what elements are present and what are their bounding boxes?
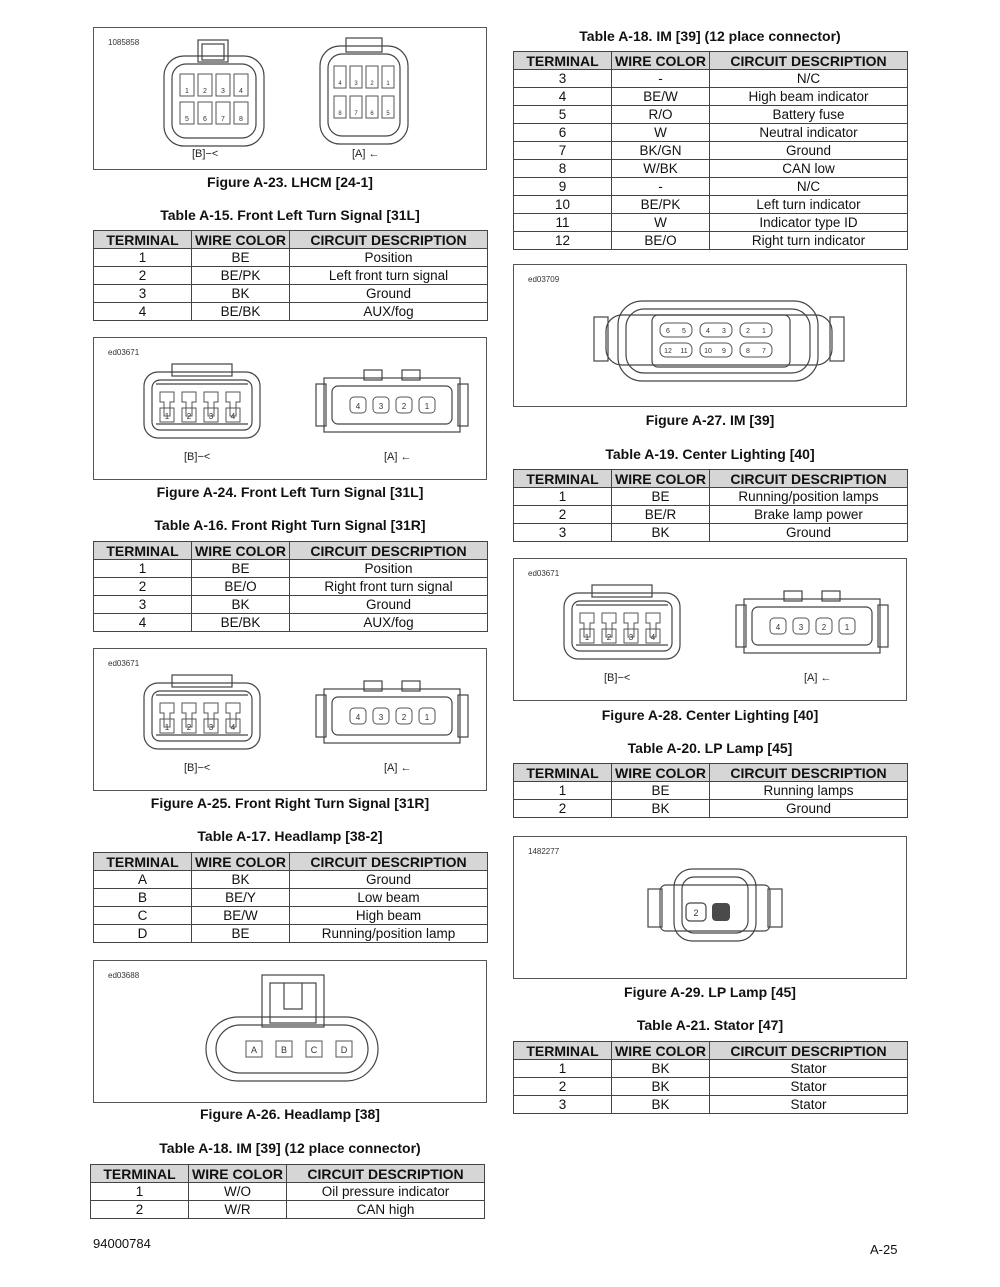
terminal-cell: 2 <box>94 267 192 285</box>
pin-number: 1 <box>844 623 850 632</box>
pins-b-group <box>180 74 248 124</box>
table-row <box>514 196 908 214</box>
figure-a26-headlamp <box>93 960 487 1103</box>
lp-lamp-connector-drawing <box>514 837 908 980</box>
terminal-cell: 6 <box>514 124 612 142</box>
pin-number: 7 <box>354 111 358 117</box>
terminal-cell: 1 <box>91 1183 189 1201</box>
table-a16-title: Table A-16. Front Right Turn Signal [31R] <box>154 517 426 533</box>
circuit-description-cell: Ground <box>290 871 488 889</box>
pin-pair-cavity <box>660 323 692 337</box>
pin-number: 5 <box>682 328 686 335</box>
pin-number: 1 <box>424 713 430 722</box>
pin-number: 1 <box>164 412 170 421</box>
pin-number: 2 <box>203 88 207 95</box>
pin-number: 2 <box>606 633 612 642</box>
terminal-cell: 2 <box>514 1078 612 1096</box>
pin-number: 8 <box>746 348 750 355</box>
table-row <box>94 303 488 321</box>
col-circuit-description: CIRCUIT DESCRIPTION <box>710 764 908 782</box>
circuit-description-cell: CAN high <box>287 1201 485 1219</box>
pin-pair-cavity <box>740 343 772 357</box>
table-a19-title: Table A-19. Center Lighting [40] <box>605 446 815 462</box>
wire-color-cell: BE/Y <box>192 889 290 907</box>
table-row <box>514 106 908 124</box>
circuit-description-cell: High beam indicator <box>710 88 908 106</box>
table-a18-title-part1: Table A-18. IM [39] (12 place connector) <box>159 1140 421 1156</box>
col-terminal: TERMINAL <box>94 231 192 249</box>
table-row <box>94 596 488 614</box>
table-row <box>514 524 908 542</box>
pins-a-group <box>334 66 394 118</box>
wire-color-cell: BE/O <box>192 578 290 596</box>
pin-number: 1 <box>386 81 390 87</box>
pin-letter: C <box>310 1045 318 1055</box>
wire-color-cell: - <box>612 178 710 196</box>
col-circuit-description: CIRCUIT DESCRIPTION <box>287 1165 485 1183</box>
table-row <box>514 782 908 800</box>
table-row <box>514 232 908 250</box>
table-row <box>94 578 488 596</box>
terminal-cell: 1 <box>514 782 612 800</box>
col-wire-color: WIRE COLOR <box>612 470 710 488</box>
terminal-cell: 9 <box>514 178 612 196</box>
pin-number: 4 <box>239 88 243 95</box>
figure-id: ed03671 <box>108 348 140 357</box>
figure-a23-lhcm <box>93 27 487 170</box>
col-wire-color: WIRE COLOR <box>189 1165 287 1183</box>
circuit-description-cell: Indicator type ID <box>710 214 908 232</box>
pin-number: 3 <box>208 412 214 421</box>
terminal-cell: B <box>94 889 192 907</box>
table-a21-title: Table A-21. Stator [47] <box>636 1017 784 1033</box>
terminal-cell: 10 <box>514 196 612 214</box>
wire-color-cell: BE <box>612 488 710 506</box>
col-circuit-description: CIRCUIT DESCRIPTION <box>710 470 908 488</box>
table-row <box>94 614 488 632</box>
table-a18-part1 <box>90 1164 485 1219</box>
circuit-description-cell: Ground <box>710 524 908 542</box>
table-row <box>514 178 908 196</box>
pin-number: 10 <box>704 348 712 355</box>
pin-number: 7 <box>221 116 225 123</box>
table-row <box>514 506 908 524</box>
lp-pin-filled-cavity <box>712 903 730 921</box>
pin-letter: B <box>280 1045 288 1055</box>
table-row <box>514 88 908 106</box>
circuit-description-cell: Ground <box>290 596 488 614</box>
terminal-cell: 5 <box>514 106 612 124</box>
pin-number: 4 <box>650 633 656 642</box>
circuit-description-cell: Right turn indicator <box>710 232 908 250</box>
circuit-description-cell: Running/position lamps <box>710 488 908 506</box>
figure-a29-caption: Figure A-29. LP Lamp [45] <box>624 984 796 1000</box>
wire-color-cell: BE/BK <box>192 614 290 632</box>
table-a20 <box>513 763 908 818</box>
circuit-description-cell: Left turn indicator <box>710 196 908 214</box>
pin-number: 6 <box>370 111 374 117</box>
table-row <box>514 1096 908 1114</box>
col-terminal: TERMINAL <box>94 853 192 871</box>
col-terminal: TERMINAL <box>514 1042 612 1060</box>
circuit-description-cell: Running lamps <box>710 782 908 800</box>
table-row <box>91 1201 485 1219</box>
figure-a25-caption: Figure A-25. Front Right Turn Signal [31R] <box>150 795 430 811</box>
pin-number: 2 <box>746 328 750 335</box>
pin-number: 2 <box>186 723 192 732</box>
wire-color-cell: BK <box>192 596 290 614</box>
wire-color-cell: BE/O <box>612 232 710 250</box>
side-a-label: [A] ← <box>384 762 412 774</box>
col-terminal: TERMINAL <box>91 1165 189 1183</box>
pin-number: 12 <box>664 348 672 355</box>
table-row <box>514 214 908 232</box>
figure-id: 1482277 <box>528 847 560 856</box>
circuit-description-cell: Stator <box>710 1096 908 1114</box>
terminal-cell: 4 <box>514 88 612 106</box>
circuit-description-cell: Oil pressure indicator <box>287 1183 485 1201</box>
circuit-description-cell: CAN low <box>710 160 908 178</box>
terminal-cell: 1 <box>514 1060 612 1078</box>
col-circuit-description: CIRCUIT DESCRIPTION <box>710 52 908 70</box>
pin-letter: A <box>250 1045 258 1055</box>
circuit-description-cell: Running/position lamp <box>290 925 488 943</box>
col-circuit-description: CIRCUIT DESCRIPTION <box>290 853 488 871</box>
table-a18-title-part2: Table A-18. IM [39] (12 place connector) <box>579 28 841 44</box>
im-connector-drawing <box>514 265 908 408</box>
turn-signal-connector-drawing <box>94 338 488 481</box>
pin-number: 1 <box>762 328 766 335</box>
pin-number: 5 <box>386 111 390 117</box>
table-a17 <box>93 852 488 943</box>
side-b-label: [B]−< <box>184 451 211 463</box>
table-a19 <box>513 469 908 542</box>
table-row <box>94 285 488 303</box>
circuit-description-cell: High beam <box>290 907 488 925</box>
wire-color-cell: BK <box>612 1078 710 1096</box>
center-lighting-connector-drawing <box>514 559 908 702</box>
figure-a29-lp-lamp <box>513 836 907 979</box>
pin-number: 8 <box>338 111 342 117</box>
table-row <box>514 1060 908 1078</box>
table-a15-title: Table A-15. Front Left Turn Signal [31L] <box>160 207 420 223</box>
pin-number: 3 <box>221 88 225 95</box>
pin-number: 2 <box>401 402 407 411</box>
pin-number: 2 <box>186 412 192 421</box>
circuit-description-cell: N/C <box>710 178 908 196</box>
side-a-label: [A] ← <box>804 672 832 684</box>
pin-number: 3 <box>378 402 384 411</box>
pin-number: 6 <box>203 116 207 123</box>
pin-number: 2 <box>401 713 407 722</box>
terminal-cell: 4 <box>94 303 192 321</box>
circuit-description-cell: AUX/fog <box>290 614 488 632</box>
col-wire-color: WIRE COLOR <box>192 231 290 249</box>
wire-color-cell: BK <box>612 800 710 818</box>
col-circuit-description: CIRCUIT DESCRIPTION <box>290 231 488 249</box>
col-wire-color: WIRE COLOR <box>192 853 290 871</box>
figure-id: ed03671 <box>108 659 140 668</box>
circuit-description-cell: Brake lamp power <box>710 506 908 524</box>
terminal-cell: 7 <box>514 142 612 160</box>
wire-color-cell: W <box>612 214 710 232</box>
col-circuit-description: CIRCUIT DESCRIPTION <box>290 542 488 560</box>
col-circuit-description: CIRCUIT DESCRIPTION <box>710 1042 908 1060</box>
circuit-description-cell: Position <box>290 560 488 578</box>
wire-color-cell: BK <box>612 1060 710 1078</box>
wire-color-cell: BE <box>192 925 290 943</box>
terminal-cell: D <box>94 925 192 943</box>
terminal-cell: A <box>94 871 192 889</box>
wire-color-cell: - <box>612 70 710 88</box>
im-pins-group <box>660 323 772 357</box>
circuit-description-cell: Stator <box>710 1060 908 1078</box>
terminal-cell: 3 <box>514 70 612 88</box>
pin-number: 4 <box>355 402 361 411</box>
wire-color-cell: W/R <box>189 1201 287 1219</box>
wire-color-cell: W/O <box>189 1183 287 1201</box>
table-row <box>514 142 908 160</box>
pin-number: 6 <box>666 328 670 335</box>
figure-a28-center-lighting <box>513 558 907 701</box>
col-terminal: TERMINAL <box>94 542 192 560</box>
terminal-cell: 2 <box>91 1201 189 1219</box>
figure-a27-im <box>513 264 907 407</box>
pin-number: 4 <box>230 412 236 421</box>
table-row <box>94 907 488 925</box>
pin-number: 1 <box>185 88 189 95</box>
document-number: 94000784 <box>93 1236 151 1251</box>
wire-color-cell: BK <box>612 1096 710 1114</box>
table-a15 <box>93 230 488 321</box>
side-a-label: [A] ← <box>384 451 412 463</box>
col-wire-color: WIRE COLOR <box>612 52 710 70</box>
side-b-label: [B]−< <box>184 762 211 774</box>
table-row <box>91 1183 485 1201</box>
terminal-cell: 4 <box>94 614 192 632</box>
col-terminal: TERMINAL <box>514 764 612 782</box>
table-row <box>94 249 488 267</box>
terminal-cell: 2 <box>94 578 192 596</box>
wire-color-cell: R/O <box>612 106 710 124</box>
wire-color-cell: W/BK <box>612 160 710 178</box>
pin-number: 2 <box>370 81 374 87</box>
wire-color-cell: BE/BK <box>192 303 290 321</box>
table-row <box>514 488 908 506</box>
table-row <box>94 889 488 907</box>
side-b-label: [B]−< <box>604 672 631 684</box>
circuit-description-cell: Right front turn signal <box>290 578 488 596</box>
circuit-description-cell: Battery fuse <box>710 106 908 124</box>
pin-pair-cavity <box>700 323 732 337</box>
table-row <box>94 267 488 285</box>
wire-color-cell: BE/W <box>192 907 290 925</box>
table-row <box>514 1078 908 1096</box>
terminal-cell: 3 <box>514 1096 612 1114</box>
wire-color-cell: BE <box>612 782 710 800</box>
figure-id: 1085858 <box>108 38 140 47</box>
figure-id: ed03671 <box>528 569 560 578</box>
terminal-cell: 1 <box>94 249 192 267</box>
table-a16 <box>93 541 488 632</box>
terminal-cell: C <box>94 907 192 925</box>
col-terminal: TERMINAL <box>514 52 612 70</box>
terminal-cell: 3 <box>94 285 192 303</box>
pin-number: 4 <box>775 623 781 632</box>
pin-number: 1 <box>424 402 430 411</box>
terminal-cell: 1 <box>514 488 612 506</box>
figure-a27-caption: Figure A-27. IM [39] <box>645 412 775 428</box>
table-row <box>514 124 908 142</box>
circuit-description-cell: Position <box>290 249 488 267</box>
wire-color-cell: W <box>612 124 710 142</box>
pin-number: 2 <box>821 623 827 632</box>
wire-color-cell: BE/W <box>612 88 710 106</box>
circuit-description-cell: AUX/fog <box>290 303 488 321</box>
terminal-cell: 2 <box>514 800 612 818</box>
col-wire-color: WIRE COLOR <box>612 764 710 782</box>
wire-color-cell: BE/R <box>612 506 710 524</box>
pin-number: 11 <box>680 348 688 355</box>
terminal-cell: 2 <box>514 506 612 524</box>
col-wire-color: WIRE COLOR <box>612 1042 710 1060</box>
wire-color-cell: BE <box>192 560 290 578</box>
circuit-description-cell: Left front turn signal <box>290 267 488 285</box>
wire-color-cell: BE/PK <box>192 267 290 285</box>
table-row <box>514 160 908 178</box>
wire-color-cell: BK <box>612 524 710 542</box>
table-row <box>94 560 488 578</box>
pin-number: 7 <box>762 348 766 355</box>
terminal-cell: 1 <box>94 560 192 578</box>
table-a18-part2 <box>513 51 908 250</box>
pin-number: 9 <box>722 348 726 355</box>
pin-number: 4 <box>338 81 342 87</box>
pin-number: 4 <box>355 713 361 722</box>
page-number: A-25 <box>870 1242 898 1257</box>
table-row <box>514 70 908 88</box>
figure-a24-caption: Figure A-24. Front Left Turn Signal [31L] <box>156 484 424 500</box>
pin-number: 1 <box>164 723 170 732</box>
pin-letter: D <box>340 1045 348 1055</box>
pin-number: 3 <box>628 633 634 642</box>
circuit-description-cell: Low beam <box>290 889 488 907</box>
wire-color-cell: BK <box>192 871 290 889</box>
pin-number: 1 <box>584 633 590 642</box>
figure-id: ed03709 <box>528 275 560 284</box>
figure-a23-caption: Figure A-23. LHCM [24-1] <box>207 174 373 190</box>
wire-color-cell: BK/GN <box>612 142 710 160</box>
terminal-cell: 8 <box>514 160 612 178</box>
pin-pair-cavity <box>740 323 772 337</box>
table-a21 <box>513 1041 908 1114</box>
lhcm-connector-drawing <box>94 28 488 171</box>
circuit-description-cell: Ground <box>290 285 488 303</box>
circuit-description-cell: Stator <box>710 1078 908 1096</box>
pin-number: 3 <box>378 713 384 722</box>
pin-number: 3 <box>722 328 726 335</box>
terminal-cell: 3 <box>94 596 192 614</box>
figure-id: ed03688 <box>108 971 140 980</box>
table-row <box>94 871 488 889</box>
table-a20-title: Table A-20. LP Lamp [45] <box>627 740 793 756</box>
side-b-label: [B]−< <box>192 148 219 160</box>
wire-color-cell: BE <box>192 249 290 267</box>
pin-number: 8 <box>239 116 243 123</box>
terminal-cell: 12 <box>514 232 612 250</box>
headlamp-pins-group <box>246 1041 352 1057</box>
headlamp-connector-drawing <box>94 961 488 1104</box>
figure-a24-front-left-turn <box>93 337 487 480</box>
terminal-cell: 3 <box>514 524 612 542</box>
side-a-label: [A] ← <box>352 148 380 160</box>
pin-number: 3 <box>798 623 804 632</box>
col-wire-color: WIRE COLOR <box>192 542 290 560</box>
wire-color-cell: BE/PK <box>612 196 710 214</box>
wire-color-cell: BK <box>192 285 290 303</box>
figure-a25-front-right-turn <box>93 648 487 791</box>
circuit-description-cell: Ground <box>710 800 908 818</box>
table-row <box>514 800 908 818</box>
pin-number: 3 <box>354 81 358 87</box>
pin-number: 3 <box>208 723 214 732</box>
terminal-cell: 11 <box>514 214 612 232</box>
pin-number: 4 <box>706 328 710 335</box>
figure-a28-caption: Figure A-28. Center Lighting [40] <box>601 707 819 723</box>
figure-a26-caption: Figure A-26. Headlamp [38] <box>200 1106 380 1122</box>
turn-signal-connector-drawing <box>94 649 488 792</box>
pin-number: 5 <box>185 116 189 123</box>
table-a17-title: Table A-17. Headlamp [38-2] <box>197 828 383 844</box>
lp-pin-2-label: 2 <box>693 908 699 918</box>
col-terminal: TERMINAL <box>514 470 612 488</box>
circuit-description-cell: N/C <box>710 70 908 88</box>
circuit-description-cell: Neutral indicator <box>710 124 908 142</box>
circuit-description-cell: Ground <box>710 142 908 160</box>
pin-number: 4 <box>230 723 236 732</box>
table-row <box>94 925 488 943</box>
